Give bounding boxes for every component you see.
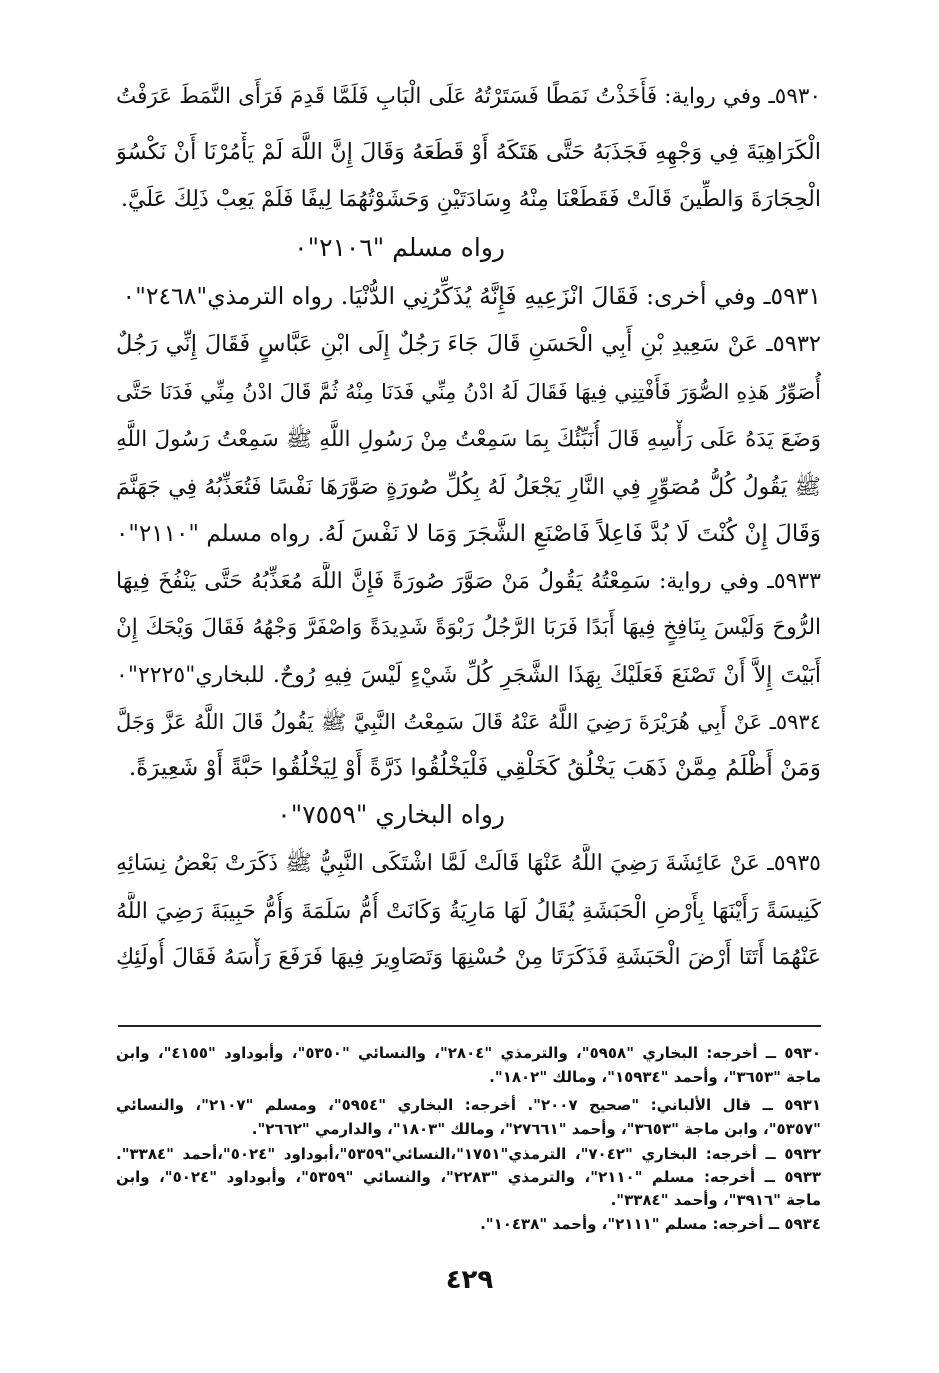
hadith-5934-line-1: ٥٩٣٤ـ عَنْ أَبِي هُرَيْرَةَ رَضِيَ اللَّهُ عَنْهُ قَالَ سَمِعْتُ النَّبِيَّ ﷺ يَقُولُ قَالَ اللَّهُ عَزَّ وَجَلَّ xyxy=(116,710,821,734)
footnote-separator xyxy=(118,1025,821,1027)
hadith-5935-line-2: كَنِيسَةً رَأَيْنَهَا بِأَرْضِ الْحَبَشَةِ يُقَالُ لَهَا مَارِيَةُ وَكَانَتْ أُمُّ سَلَمَةَ وَأُمُّ حَبِيبَةَ رَضِيَ اللَّهُ xyxy=(116,899,821,924)
hadith-5930-line-2: الْكَرَاهِيَةَ فِي وَجْهِهِ فَجَذَبَهُ حَتَّى هَتَكَهُ أَوْ قَطَعَهُ وَقَالَ إِنَّ اللَّهَ لَمْ يَأْمُرْنَا أَنْ نَكْسُوَ xyxy=(116,139,821,165)
hadith-5931-line: ٥٩٣١ـ وفي أخرى: فَقَالَ انْزَعِيهِ فَإِنَّهُ يُذَكِّرُنِي الدُّنْيَا. رواه الترمذي"٢٤٦٨"٠ xyxy=(122,282,821,310)
hadith-5932-line-2: أُصَوِّرُ هَذِهِ الصُّوَرَ فَأَفْتِنِي فِيهَا فَقَالَ لَهُ ادْنُ مِنِّي فَدَنَا مِنْهُ ثُمَّ قَالَ ادْنُ مِنِّي فَدَنَا حَتَّى xyxy=(116,380,821,404)
footnote-5933-line-1: ٥٩٣٣ ــ أخرجه: مسلم "٢١١٠"، والترمذي "٢٢٨٣"، والنسائي "٥٣٥٩"، وأبوداود "٥٠٢٤"، وابن xyxy=(116,1168,821,1186)
hadith-5933-line-3: أَبَيْتَ إِلاَّ أَنْ تَصْنَعَ فَعَلَيْكَ بِهَذَا الشَّجَرِ كُلِّ شَيْءٍ لَيْسَ فِيهِ رُوحٌ. للبخاري"٢٢٢٥"٠ xyxy=(116,663,821,688)
hadith-5932-line-4: ﷺ يَقُولُ كُلُّ مُصَوِّرٍ فِي النَّارِ يَجْعَلُ لَهُ بِكُلِّ صُورَةٍ صَوَّرَهَا نَفْسًا فَتُعَذِّبُهُ فِي جَهَنَّمَ xyxy=(116,475,821,500)
hadith-5935-line-3: عَنْهُمَا أَتَتَا أَرْضَ الْحَبَشَةِ فَذَكَرَتَا مِنْ حُسْنِهَا وَتَصَاوِيرَ فِيهَا فَرَفَعَ رَأْسَهُ فَقَالَ أُولَئِكِ xyxy=(116,945,821,970)
hadith-5930-line-3: الْحِجَارَةَ وَالطِّينَ قَالَتْ فَقَطَعْنَا مِنْهُ وِسَادَتَيْنِ وَحَشَوْتُهُمَا لِيفًا فَلَمْ يَعِبْ ذَلِكَ عَلَيَّ. xyxy=(121,187,821,212)
hadith-5934-line-2: وَمَنْ أَظْلَمُ مِمَّنْ ذَهَبَ يَخْلُقُ كَخَلْقِي فَلْيَخْلُقُوا ذَرَّةً أَوْ لِيَخْلُقُوا حَبَّةً أَوْ شَعِيرَةً. xyxy=(128,755,821,781)
page-number: ٤٢٩ xyxy=(445,1265,494,1295)
footnote-5930-line-1: ٥٩٣٠ ــ أخرجه: البخاري "٥٩٥٨"، والترمذي "٢٨٠٤"، والنسائي "٥٣٥٠"، وأبوداود "٤١٥٥"، وابن xyxy=(116,1044,821,1062)
footnote-5932: ٥٩٣٢ ــ أخرجه: البخاري "٧٠٤٢"، الترمذي"١٧٥١"،النسائي"٥٣٥٩"،أبوداود "٥٠٢٤"،أحمد "٣٣٨٤". xyxy=(116,1145,821,1163)
hadith-5930-line-1: ٥٩٣٠ـ وفي رواية: فَأَخَذْتُ نَمَطًا فَسَتَرْتُهُ عَلَى الْبَابِ فَلَمَّا قَدِمَ فَرَأَى النَّمَطَ عَرَفْتُ xyxy=(116,84,821,109)
hadith-5933-line-1: ٥٩٣٣ـ وفي رواية: سَمِعْتُهُ يَقُولُ مَنْ صَوَّرَ صُورَةً فَإِنَّ اللَّهَ مُعَذِّبُهُ حَتَّى يَنْفُخَ فِيهَا xyxy=(116,569,821,594)
hadith-5935-line-1: ٥٩٣٥ـ عَنْ عَائِشَةَ رَضِيَ اللَّهُ عَنْهَا قَالَتْ لَمَّا اشْتَكَى النَّبِيُّ ﷺ ذَكَرَتْ بَعْضُ نِسَائِهِ xyxy=(116,851,821,876)
footnote-5934: ٥٩٣٤ ــ أخرجه: مسلم "٢١١١"، وأحمد "١٠٤٣٨". xyxy=(480,1215,821,1233)
footnote-5931-line-1: ٥٩٣١ ــ قال الألباني: "صحيح ٢٠٠٧". أخرجه: البخاري "٥٩٥٤"، ومسلم "٢١٠٧"، والنسائي xyxy=(116,1096,821,1114)
hadith-5933-line-2: الرُّوحَ وَلَيْسَ بِنَافِخٍ فِيهَا أَبَدًا فَرَبَا الرَّجُلُ رَبْوَةً شَدِيدَةً وَاصْفَرَّ وَجْهُهُ فَقَالَ وَيْحَكَ إِنْ xyxy=(116,615,821,640)
footnote-5931-line-2: "٥٣٥٧"، وابن ماجة "٣٦٥٣"، وأحمد "٢٧٦٦١"، ومالك "١٨٠٣"، والدارمي "٢٦٦٢". xyxy=(251,1120,821,1138)
hadith-5932-line-1: ٥٩٣٢ـ عَنْ سَعِيدِ بْنِ أَبِي الْحَسَنِ قَالَ جَاءَ رَجُلٌ إِلَى ابْنِ عَبَّاسٍ فَقَالَ إِنِّي رَجُلٌ xyxy=(116,331,821,357)
footnote-5930-line-2: ماجة "٣٦٥٣"، وأحمد "١٥٩٣٤"، ومالك "١٨٠٢". xyxy=(489,1068,821,1086)
hadith-5932-line-5: وَقَالَ إِنْ كُنْتَ لَا بُدَّ فَاعِلاً فَاصْنَعِ الشَّجَرَ وَمَا لا نَفْسَ لَهُ. رواه مسلم "٢١١٠"٠ xyxy=(116,521,821,547)
source-muslim-2106: رواه مسلم "٢١٠٦"٠ xyxy=(294,233,505,262)
source-bukhari-7559: رواه البخاري "٧٥٥٩"٠ xyxy=(277,800,505,829)
footnote-5933-line-2: ماجة "٣٩١٦"، وأحمد "٣٣٨٤". xyxy=(610,1191,821,1209)
hadith-5932-line-3: وَضَعَ يَدَهُ عَلَى رَأْسِهِ قَالَ أُنَبِّئُكَ بِمَا سَمِعْتُ مِنْ رَسُولِ اللَّهِ ﷺ سَمِعْتُ رَسُولَ اللَّهِ xyxy=(116,427,821,452)
